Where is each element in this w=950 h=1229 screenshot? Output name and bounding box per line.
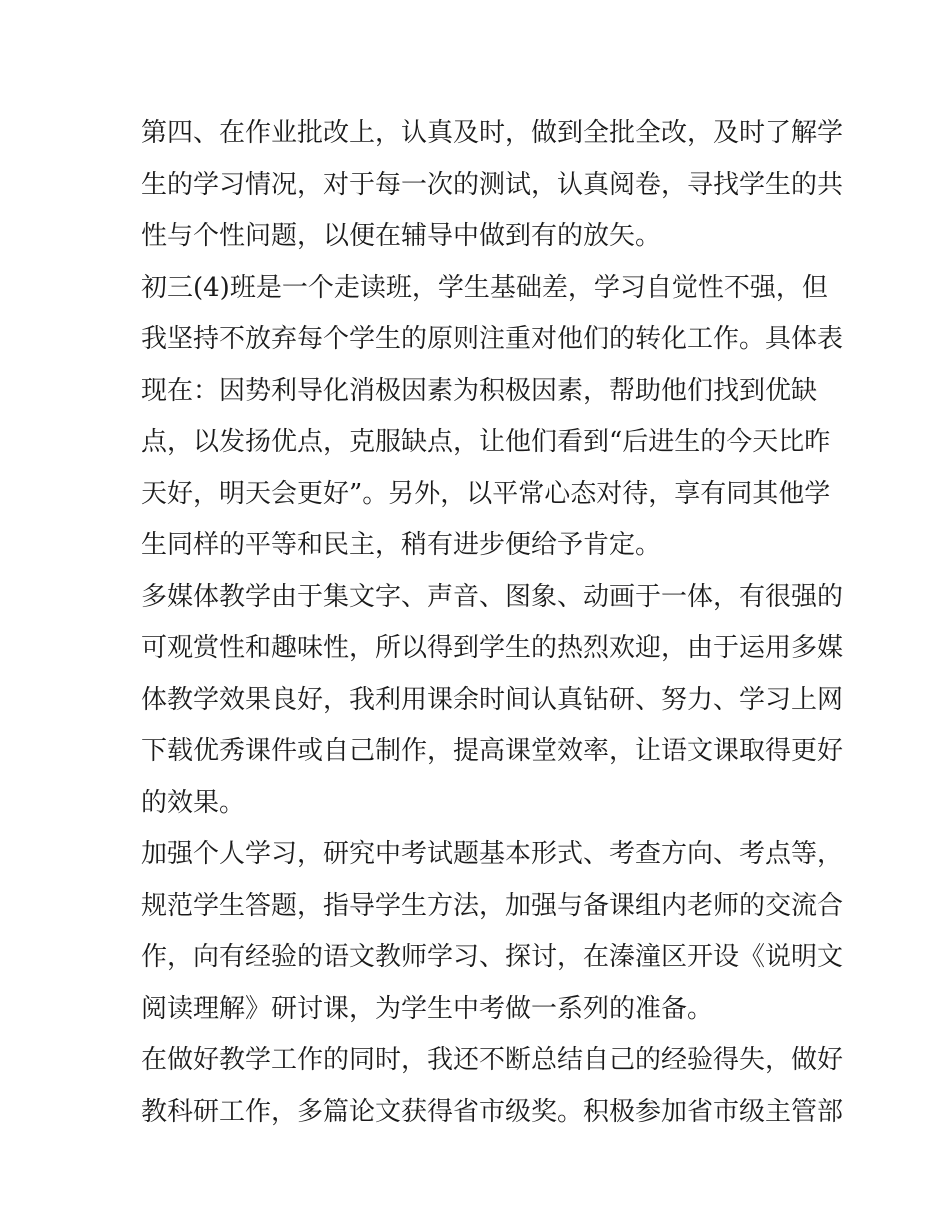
text-line: 体教学效果良好，我利用课余时间认真钻研、努力、学习上网 — [141, 684, 844, 715]
text-line: 点，以发扬优点，克服缺点，让他们看到“后进生的今天比昨 — [141, 427, 831, 457]
paragraph-research-work — [141, 1035, 844, 1138]
text-line: 可观赏性和趣味性，所以得到学生的热烈欢迎，由于运用多媒 — [141, 633, 844, 663]
text-line: 阅读理解》研讨课，为学生中考做一系列的准备。 — [141, 993, 714, 1024]
paragraph-homework-grading — [141, 108, 844, 263]
text-line: 生同样的平等和民主，稍有进步便给予肯定。 — [141, 530, 662, 560]
text-line: 性与个性问题，以便在辅导中做到有的放矢。 — [141, 221, 662, 251]
paragraph-multimedia-teaching — [141, 572, 844, 830]
text-line: 作，向有经验的语文教师学习、探讨，在溱潼区开设《说明文 — [141, 942, 844, 972]
text-line: 的效果。 — [141, 787, 246, 818]
text-line: 天好，明天会更好”。另外，以平常心态对待，享有同其他学 — [141, 478, 831, 509]
text-line: 第四、在作业批改上，认真及时，做到全批全改，及时了解学 — [141, 118, 844, 148]
text-line: 规范学生答题，指导学生方法，加强与备课组内老师的交流合 — [141, 890, 844, 921]
text-line: 多媒体教学由于集文字、声音、图象、动画于一体，有很强的 — [141, 581, 844, 612]
text-line: 在做好教学工作的同时，我还不断总结自己的经验得失，做好 — [141, 1045, 844, 1075]
paragraph-class-transformation — [141, 263, 844, 572]
text-line: 我坚持不放弃每个学生的原则注重对他们的转化工作。具体表 — [141, 324, 844, 354]
text-line: 初三(4)班是一个走读班，学生基础差，学习自觉性不强，但 — [141, 272, 828, 303]
paragraph-personal-study — [141, 829, 844, 1035]
text-line: 生的学习情况，对于每一次的测试，认真阅卷，寻找学生的共 — [141, 169, 844, 200]
text-line: 加强个人学习，研究中考试题基本形式、考查方向、考点等， — [141, 839, 844, 869]
text-line: 现在：因势利导化消极因素为积极因素，帮助他们找到优缺 — [141, 375, 818, 406]
document-body — [141, 108, 844, 1138]
text-line: 下载优秀课件或自己制作，提高课堂效率，让语文课取得更好 — [141, 736, 844, 766]
text-line: 教科研工作，多篇论文获得省市级奖。积极参加省市级主管部 — [141, 1096, 844, 1127]
